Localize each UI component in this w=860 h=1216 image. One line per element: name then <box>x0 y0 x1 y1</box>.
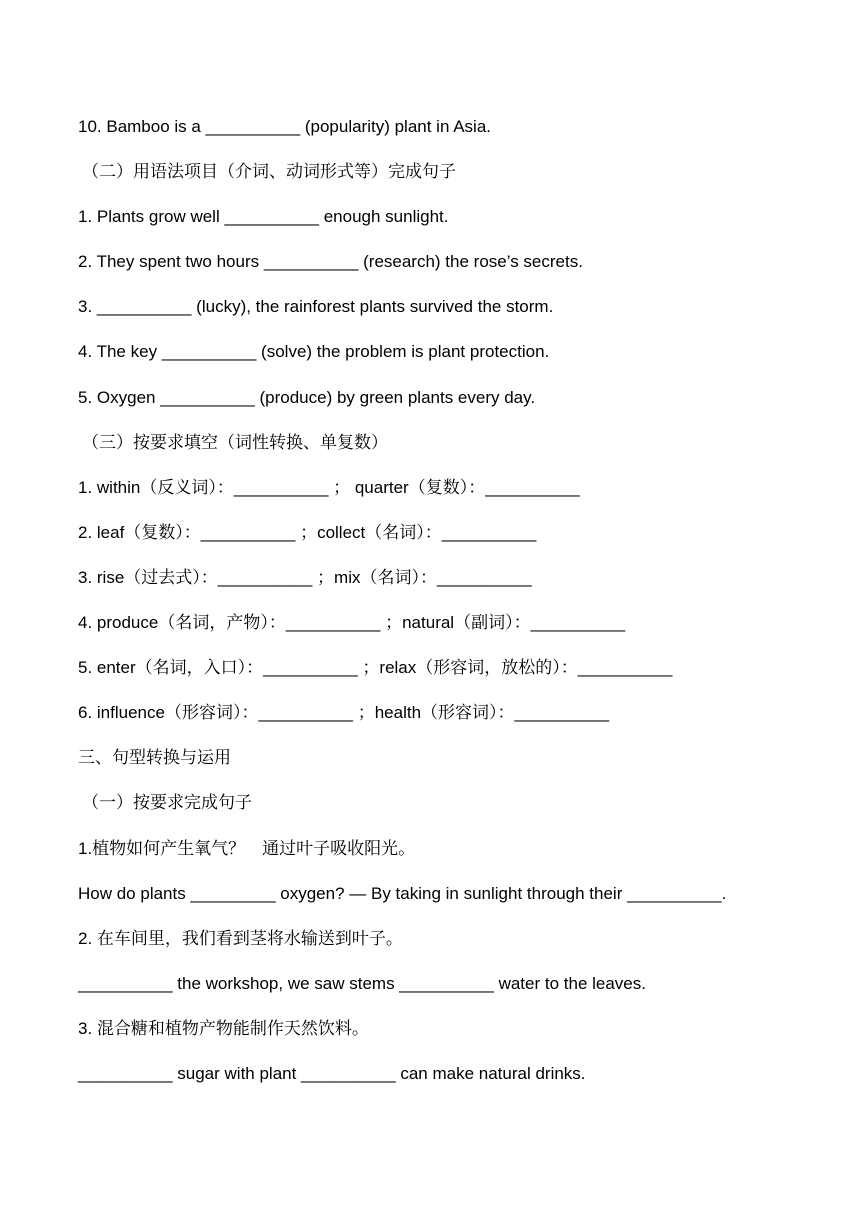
prompt-chinese: 2. 在车间里，我们看到茎将水输送到叶子。 <box>78 928 403 948</box>
exercise-line: 5. Oxygen __________ (produce) by green plants every day. <box>78 387 536 407</box>
prompt-chinese: 1.植物如何产生氧气？ 通过叶子吸收阳光。 <box>78 838 416 858</box>
exercise-line: 2. leaf（复数）：__________ ；collect（名词）：__________ <box>78 522 537 542</box>
exercise-line: 4. produce（名词，产物）：__________ ；natural（副词）：__________ <box>78 613 626 633</box>
exercise-line: How do plants _________ oxygen? — By taking in sunlight through their __________. <box>78 883 727 903</box>
exercise-line: 4. The key __________ (solve) the problem is plant protection. <box>78 342 550 362</box>
exercise-line: 1. Plants grow well __________ enough sunlight. <box>78 207 449 227</box>
exercise-lines <box>78 112 838 1104</box>
exercise-line: __________ the workshop, we saw stems __________ water to the leaves. <box>78 973 646 993</box>
exercise-line: 5. enter（名词，入口）：__________ ；relax（形容词，放松的）：__________ <box>78 658 673 678</box>
exercise-line: 3. __________ (lucky), the rainforest plants survived the storm. <box>78 297 554 317</box>
part-heading: 三、句型转换与运用 <box>78 748 231 769</box>
prompt-chinese: 3. 混合糖和植物产物能制作天然饮料。 <box>78 1018 369 1038</box>
exercise-line: 1. within（反义词）：__________ ； quarter（复数）：__________ <box>78 477 580 497</box>
exercise-line: 10. Bamboo is a __________ (popularity) plant in Asia. <box>78 117 491 136</box>
exercise-line: 6. influence（形容词）：__________ ；health（形容词）：__________ <box>78 703 610 723</box>
exercise-line: __________ sugar with plant __________ can make natural drinks. <box>78 1063 586 1083</box>
section-heading: （三）按要求填空（词性转换、单复数） <box>82 432 388 453</box>
exercise-line: 3. rise（过去式）：__________ ；mix（名词）：__________ <box>78 567 532 587</box>
exercise-line: 2. They spent two hours __________ (research) the rose’s secrets. <box>78 252 583 272</box>
section-heading: （二）用语法项目（介词、动词形式等）完成句子 <box>82 162 456 183</box>
section-heading: （一）按要求完成句子 <box>82 793 252 814</box>
